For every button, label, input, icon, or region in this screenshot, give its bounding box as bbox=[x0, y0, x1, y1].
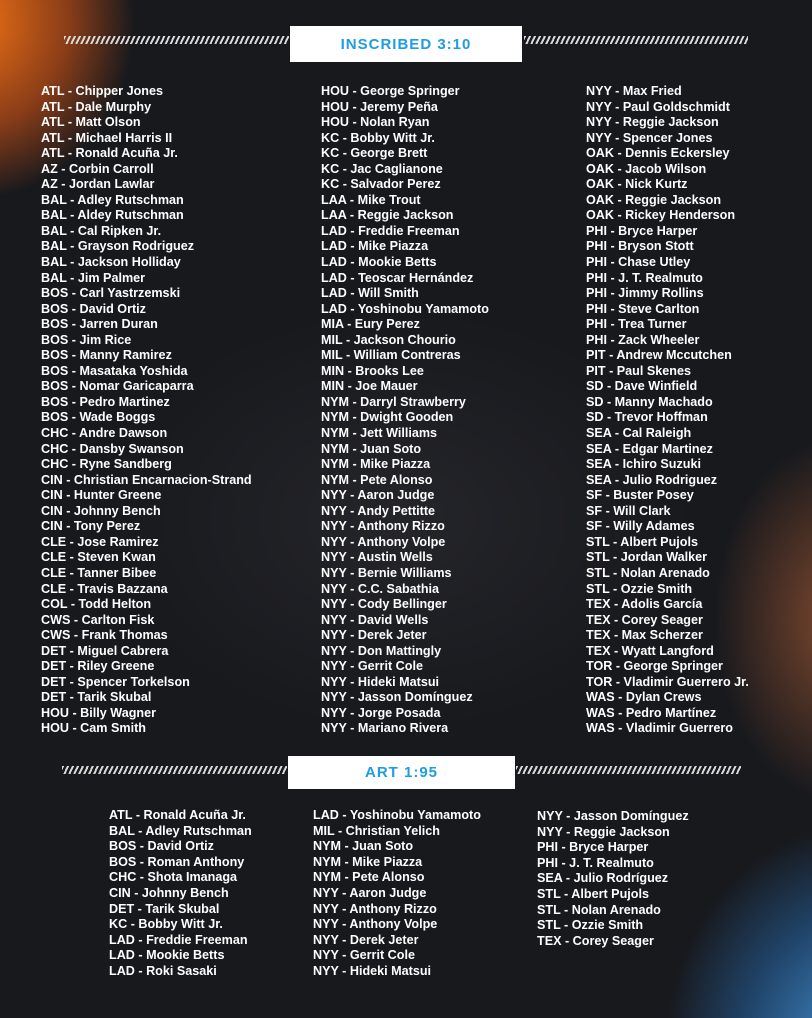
player-entry: NYY - Hideki Matsui bbox=[313, 963, 432, 978]
player-entry: BOS - Jim Rice bbox=[41, 332, 132, 347]
player-entry: NYM - Darryl Strawberry bbox=[321, 394, 466, 409]
player-entry: OAK - Nick Kurtz bbox=[586, 177, 688, 192]
player-entry: SF - Buster Posey bbox=[586, 488, 694, 503]
player-entry: CIN - Tony Perez bbox=[41, 519, 141, 534]
player-entry: STL - Albert Pujols bbox=[586, 534, 698, 549]
player-entry: BAL - Adley Rutschman bbox=[41, 192, 184, 207]
banner-stripes-right bbox=[516, 766, 741, 774]
player-entry: SD - Trevor Hoffman bbox=[586, 410, 708, 425]
player-entry: LAA - Reggie Jackson bbox=[321, 208, 454, 223]
player-entry: LAD - Mike Piazza bbox=[321, 239, 429, 254]
player-entry: NYY - Paul Goldschmidt bbox=[586, 99, 730, 114]
player-entry: NYY - David Wells bbox=[321, 612, 429, 627]
player-entry: NYY - Reggie Jackson bbox=[537, 824, 670, 839]
player-entry: SEA - Julio Rodriguez bbox=[586, 472, 718, 487]
player-entry: NYM - Pete Alonso bbox=[321, 472, 433, 487]
player-entry: STL - Albert Pujols bbox=[537, 886, 649, 901]
player-entry: CHC - Shota Imanaga bbox=[109, 870, 238, 885]
inscribed-banner bbox=[0, 26, 812, 56]
player-entry: BAL - Aldey Rutschman bbox=[41, 208, 184, 223]
player-entry: NYM - Juan Soto bbox=[313, 839, 414, 854]
player-entry: TOR - Vladimir Guerrero Jr. bbox=[586, 674, 749, 689]
player-entry: LAD - Mookie Betts bbox=[321, 255, 437, 270]
player-entry: WAS - Pedro Martínez bbox=[586, 705, 717, 720]
player-entry: BAL - Adley Rutschman bbox=[109, 823, 252, 838]
player-entry: PHI - Bryce Harper bbox=[586, 223, 698, 238]
player-entry: STL - Jordan Walker bbox=[586, 550, 708, 565]
player-entry: NYY - Anthony Rizzo bbox=[313, 901, 437, 916]
player-entry: DET - Tarik Skubal bbox=[109, 901, 220, 916]
player-entry: KC - Bobby Witt Jr. bbox=[109, 917, 223, 932]
player-entry: NYY - Spencer Jones bbox=[586, 130, 713, 145]
player-entry: SEA - Julio Rodríguez bbox=[537, 871, 669, 886]
player-entry: ATL - Chipper Jones bbox=[41, 84, 163, 98]
player-entry: STL - Ozzie Smith bbox=[586, 581, 693, 596]
player-entry: NYY - Anthony Volpe bbox=[321, 534, 446, 549]
player-entry: LAD - Roki Sasaki bbox=[109, 963, 217, 978]
player-entry: BOS - Wade Boggs bbox=[41, 410, 156, 425]
player-entry: WAS - Vladimir Guerrero bbox=[586, 721, 733, 736]
player-entry: PIT - Paul Skenes bbox=[586, 363, 691, 378]
player-entry: CHC - Dansby Swanson bbox=[41, 441, 184, 456]
player-entry: NYY - Jasson Domínguez bbox=[321, 690, 473, 705]
player-entry: OAK - Rickey Henderson bbox=[586, 208, 736, 223]
player-entry: NYY - Anthony Rizzo bbox=[321, 519, 445, 534]
player-entry: ATL - Dale Murphy bbox=[41, 99, 152, 114]
player-entry: NYY - Mariano Rivera bbox=[321, 721, 449, 736]
player-entry: NYM - Mike Piazza bbox=[313, 854, 423, 869]
player-entry: CIN - Hunter Greene bbox=[41, 488, 162, 503]
player-entry: NYY - Aaron Judge bbox=[321, 488, 435, 503]
player-entry: MIL - Jackson Chourio bbox=[321, 332, 456, 347]
player-entry: KC - Bobby Witt Jr. bbox=[321, 130, 435, 145]
art-column-3 bbox=[537, 809, 689, 949]
player-entry: DET - Riley Greene bbox=[41, 659, 155, 674]
player-entry: CIN - Johnny Bench bbox=[109, 885, 229, 900]
player-entry: AZ - Corbin Carroll bbox=[41, 161, 154, 176]
player-entry: OAK - Reggie Jackson bbox=[586, 192, 722, 207]
player-entry: SD - Dave Winfield bbox=[586, 379, 698, 394]
player-entry: MIN - Joe Mauer bbox=[321, 379, 418, 394]
player-entry: PHI - Chase Utley bbox=[586, 255, 691, 270]
player-entry: TEX - Wyatt Langford bbox=[586, 643, 714, 658]
art-banner bbox=[0, 756, 812, 786]
player-entry: PIT - Andrew Mccutchen bbox=[586, 348, 732, 363]
player-entry: PHI - Trea Turner bbox=[586, 317, 687, 332]
player-entry: NYM - Juan Soto bbox=[321, 441, 422, 456]
art-column-1 bbox=[109, 808, 252, 980]
player-entry: LAD - Yoshinobu Yamamoto bbox=[321, 301, 489, 316]
player-entry: CIN - Christian Encarnacion-Strand bbox=[41, 472, 252, 487]
player-entry: STL - Nolan Arenado bbox=[537, 902, 661, 917]
player-entry: ATL - Matt Olson bbox=[41, 115, 141, 130]
player-entry: OAK - Jacob Wilson bbox=[586, 161, 707, 176]
player-entry: NYY - Gerrit Cole bbox=[313, 948, 415, 963]
inscribed-column-3 bbox=[586, 84, 749, 737]
player-entry: TOR - George Springer bbox=[586, 659, 723, 674]
player-entry: LAD - Freddie Freeman bbox=[109, 932, 248, 947]
banner-stripes-left bbox=[64, 36, 289, 44]
player-entry: TEX - Corey Seager bbox=[537, 933, 654, 948]
player-entry: BOS - Jarren Duran bbox=[41, 317, 158, 332]
player-entry: BOS - Manny Ramirez bbox=[41, 348, 172, 363]
player-entry: NYY - Aaron Judge bbox=[313, 885, 427, 900]
player-entry: CLE - Steven Kwan bbox=[41, 550, 156, 565]
player-entry: PHI - J. T. Realmuto bbox=[586, 270, 703, 285]
player-entry: BOS - David Ortiz bbox=[41, 301, 146, 316]
player-entry: ATL - Ronald Acuña Jr. bbox=[109, 808, 246, 822]
player-entry: PHI - Bryson Stott bbox=[586, 239, 694, 254]
player-entry: WAS - Dylan Crews bbox=[586, 690, 702, 705]
player-entry: LAD - Teoscar Hernández bbox=[321, 270, 474, 285]
player-entry: CLE - Travis Bazzana bbox=[41, 581, 168, 596]
player-entry: NYY - Hideki Matsui bbox=[321, 674, 440, 689]
player-entry: NYY - Max Fried bbox=[586, 84, 682, 98]
player-entry: CHC - Ryne Sandberg bbox=[41, 457, 172, 472]
player-entry: PHI - Bryce Harper bbox=[537, 840, 649, 855]
player-entry: SF - Will Clark bbox=[586, 503, 671, 518]
player-entry: ATL - Ronald Acuña Jr. bbox=[41, 146, 178, 161]
player-entry: BOS - Carl Yastrzemski bbox=[41, 286, 181, 301]
player-entry: TEX - Corey Seager bbox=[586, 612, 703, 627]
player-entry: NYY - Derek Jeter bbox=[321, 628, 427, 643]
player-entry: NYM - Jett Williams bbox=[321, 426, 438, 441]
player-entry: STL - Ozzie Smith bbox=[537, 918, 644, 933]
player-entry: SD - Manny Machado bbox=[586, 394, 713, 409]
player-entry: MIN - Brooks Lee bbox=[321, 363, 424, 378]
player-entry: NYY - Jorge Posada bbox=[321, 705, 441, 720]
player-entry: TEX - Adolis García bbox=[586, 597, 703, 612]
player-entry: PHI - Zack Wheeler bbox=[586, 332, 700, 347]
player-entry: BOS - Pedro Martinez bbox=[41, 394, 170, 409]
player-entry: CLE - Tanner Bibee bbox=[41, 565, 157, 580]
player-entry: MIA - Eury Perez bbox=[321, 317, 420, 332]
player-entry: KC - George Brett bbox=[321, 146, 428, 161]
banner-stripes-left bbox=[62, 766, 287, 774]
player-entry: MIL - William Contreras bbox=[321, 348, 461, 363]
player-entry: BOS - Masataka Yoshida bbox=[41, 363, 188, 378]
banner-stripes-right bbox=[524, 36, 748, 44]
player-entry: NYY - Cody Bellinger bbox=[321, 597, 447, 612]
player-entry: NYY - Andy Pettitte bbox=[321, 503, 436, 518]
player-entry: CIN - Johnny Bench bbox=[41, 503, 161, 518]
inscribed-column-2 bbox=[321, 84, 489, 737]
player-entry: NYM - Mike Piazza bbox=[321, 457, 431, 472]
player-entry: NYM - Dwight Gooden bbox=[321, 410, 454, 425]
player-entry: STL - Nolan Arenado bbox=[586, 565, 710, 580]
player-entry: NYY - C.C. Sabathia bbox=[321, 581, 440, 596]
player-entry: LAD - Will Smith bbox=[321, 286, 419, 301]
player-entry: BOS - Roman Anthony bbox=[109, 854, 245, 869]
player-entry: BAL - Jim Palmer bbox=[41, 270, 146, 285]
player-entry: LAD - Yoshinobu Yamamoto bbox=[313, 808, 481, 822]
player-entry: CWS - Carlton Fisk bbox=[41, 612, 155, 627]
player-entry: BAL - Grayson Rodriguez bbox=[41, 239, 195, 254]
player-entry: LAA - Mike Trout bbox=[321, 192, 421, 207]
player-entry: NYY - Derek Jeter bbox=[313, 932, 419, 947]
player-entry: PHI - Steve Carlton bbox=[586, 301, 700, 316]
player-entry: CHC - Andre Dawson bbox=[41, 426, 168, 441]
player-entry: DET - Miguel Cabrera bbox=[41, 643, 169, 658]
player-entry: NYY - Reggie Jackson bbox=[586, 115, 719, 130]
player-entry: BAL - Jackson Holliday bbox=[41, 255, 181, 270]
player-entry: COL - Todd Helton bbox=[41, 597, 152, 612]
player-entry: NYY - Anthony Volpe bbox=[313, 917, 438, 932]
player-entry: NYY - Don Mattingly bbox=[321, 643, 442, 658]
player-entry: HOU - Jeremy Peña bbox=[321, 99, 438, 114]
inscribed-title: INSCRIBED 3:10 bbox=[290, 26, 522, 62]
player-entry: ATL - Michael Harris II bbox=[41, 130, 173, 145]
player-entry: BOS - David Ortiz bbox=[109, 839, 214, 854]
player-entry: PHI - J. T. Realmuto bbox=[537, 855, 654, 870]
player-entry: NYM - Pete Alonso bbox=[313, 870, 425, 885]
player-entry: KC - Salvador Perez bbox=[321, 177, 441, 192]
player-entry: PHI - Jimmy Rollins bbox=[586, 286, 704, 301]
player-entry: CWS - Frank Thomas bbox=[41, 628, 168, 643]
player-entry: DET - Spencer Torkelson bbox=[41, 674, 190, 689]
inscribed-column-1 bbox=[41, 84, 252, 737]
player-entry: SF - Willy Adames bbox=[586, 519, 695, 534]
player-entry: NYY - Gerrit Cole bbox=[321, 659, 423, 674]
player-entry: AZ - Jordan Lawlar bbox=[41, 177, 155, 192]
player-entry: BAL - Cal Ripken Jr. bbox=[41, 223, 162, 238]
player-entry: BOS - Nomar Garicaparra bbox=[41, 379, 194, 394]
player-entry: DET - Tarik Skubal bbox=[41, 690, 152, 705]
player-entry: CLE - Jose Ramirez bbox=[41, 534, 159, 549]
player-entry: HOU - Cam Smith bbox=[41, 721, 146, 736]
player-entry: NYY - Austin Wells bbox=[321, 550, 433, 565]
player-entry: HOU - Billy Wagner bbox=[41, 705, 156, 720]
player-entry: MIL - Christian Yelich bbox=[313, 823, 440, 838]
player-entry: SEA - Edgar Martinez bbox=[586, 441, 713, 456]
player-entry: TEX - Max Scherzer bbox=[586, 628, 703, 643]
player-entry: HOU - Nolan Ryan bbox=[321, 115, 430, 130]
art-column-2 bbox=[313, 808, 481, 980]
player-entry: KC - Jac Caglianone bbox=[321, 161, 443, 176]
player-entry: LAD - Mookie Betts bbox=[109, 948, 225, 963]
art-title: ART 1:95 bbox=[288, 756, 515, 789]
player-entry: OAK - Dennis Eckersley bbox=[586, 146, 730, 161]
player-entry: NYY - Bernie Williams bbox=[321, 565, 452, 580]
player-entry: SEA - Ichiro Suzuki bbox=[586, 457, 701, 472]
player-entry: SEA - Cal Raleigh bbox=[586, 426, 692, 441]
player-entry: NYY - Jasson Domínguez bbox=[537, 809, 689, 823]
player-entry: LAD - Freddie Freeman bbox=[321, 223, 460, 238]
player-entry: HOU - George Springer bbox=[321, 84, 460, 98]
